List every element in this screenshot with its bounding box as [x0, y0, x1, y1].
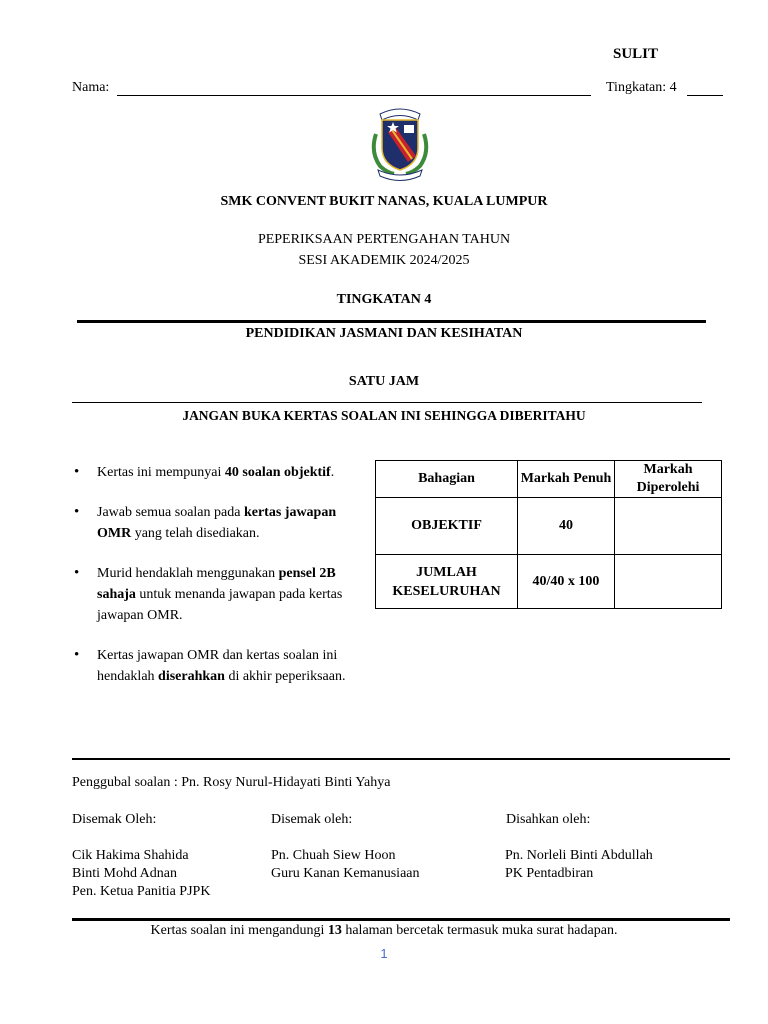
question-setter: Penggubal soalan : Pn. Rosy Nurul-Hidayati Binti Yahya: [72, 775, 391, 790]
full-marks-cell: 40/40 x 100: [518, 555, 615, 609]
instructions-list: [72, 462, 352, 706]
divider-footer: [72, 918, 730, 921]
page-count-note: Kertas soalan ini mengandungi 13 halaman bercetak termasuk muka surat hadapan.: [150, 923, 618, 938]
checker-1-details: [72, 847, 210, 901]
do-not-open-warning: JANGAN BUKA KERTAS SOALAN INI SEHINGGA DIBERITAHU: [182, 408, 586, 423]
header-full-marks: Markah Penuh: [518, 461, 615, 498]
checked-by-label: Disemak Oleh:: [72, 812, 157, 827]
marks-table: [375, 460, 722, 609]
section-cell: JUMLAH KESELURUHAN: [376, 555, 518, 609]
page-number: 1: [380, 946, 388, 961]
marks-table-header: [376, 461, 722, 498]
instruction-item: • Murid hendaklah menggunakan pensel 2B sahaja untuk menanda jawapan pada kertas jawapan OMR.: [72, 563, 352, 626]
name-field-line[interactable]: [117, 95, 591, 96]
subject-title: PENDIDIKAN JASMANI DAN KESIHATAN: [245, 326, 523, 341]
checker-1-name-cont: Binti Mohd Adnan: [72, 866, 178, 881]
section-cell: OBJEKTIF: [376, 498, 518, 555]
obtained-marks-cell[interactable]: [615, 555, 722, 609]
approved-by-label: Disahkan oleh:: [506, 812, 591, 827]
exam-title: PEPERIKSAAN PERTENGAHAN TAHUN: [257, 232, 511, 247]
table-row: [376, 555, 722, 609]
header-marks-obtained: Markah Diperolehi: [615, 461, 722, 498]
checked-by-label-2: Disemak oleh:: [271, 812, 353, 827]
form-label: Tingkatan: 4: [606, 80, 677, 95]
crest-ribbon-top: [380, 109, 420, 120]
divider-staff: [72, 758, 730, 760]
checker-2-name: Pn. Chuah Siew Hoon: [271, 848, 396, 863]
divider-thick: [77, 320, 706, 323]
form-field-line[interactable]: [687, 95, 723, 96]
school-crest-icon: [366, 104, 434, 184]
classification-label: SULIT: [613, 46, 659, 62]
instruction-item: • Kertas ini mempunyai 40 soalan objektif.: [72, 462, 352, 483]
approver-name: Pn. Norleli Binti Abdullah: [505, 848, 653, 863]
obtained-marks-cell[interactable]: [615, 498, 722, 555]
header-section: Bahagian: [376, 461, 518, 498]
academic-session: SESI AKADEMIK 2024/2025: [298, 253, 470, 268]
checker-1-name: Cik Hakima Shahida: [72, 848, 189, 863]
instruction-item: • Jawab semua soalan pada kertas jawapan OMR yang telah disediakan.: [72, 502, 352, 544]
full-marks-cell: 40: [518, 498, 615, 555]
approver-role: PK Pentadbiran: [505, 866, 594, 881]
name-label: Nama:: [72, 80, 110, 95]
checker-1-role: Pen. Ketua Panitia PJPK: [72, 884, 211, 899]
checker-2-role: Guru Kanan Kemanusiaan: [271, 866, 420, 881]
instruction-item: • Kertas jawapan OMR dan kertas soalan ini hendaklah diserahkan di akhir peperiksaan.: [72, 645, 352, 687]
form-level: TINGKATAN 4: [336, 292, 432, 307]
checker-2-details: [271, 847, 420, 883]
exam-duration: SATU JAM: [348, 374, 420, 389]
school-name: SMK CONVENT BUKIT NANAS, KUALA LUMPUR: [220, 194, 548, 209]
divider-thin: [72, 402, 702, 403]
crest-book: [404, 125, 414, 133]
approver-details: [505, 847, 653, 883]
table-row: [376, 498, 722, 555]
